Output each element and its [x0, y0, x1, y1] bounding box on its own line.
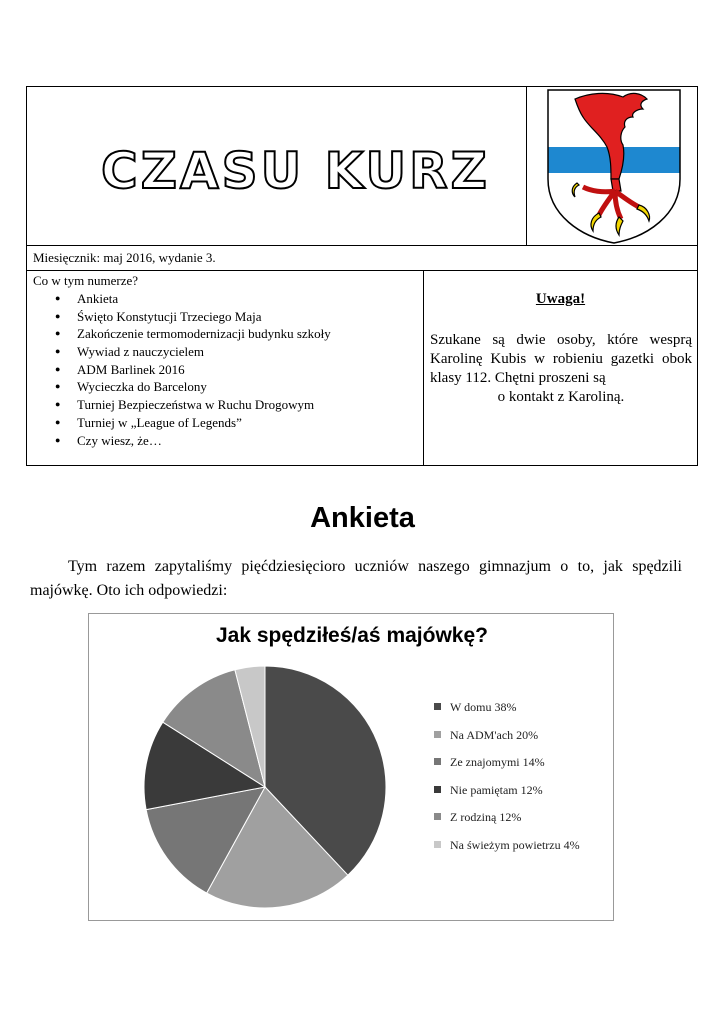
- toc-item: ● Czy wiesz, że…: [51, 432, 331, 450]
- chart-title: Jak spędziłeś/aś majówkę?: [216, 624, 488, 647]
- masthead-table: [26, 86, 698, 466]
- toc-item: ● ADM Barlinek 2016: [51, 361, 331, 379]
- notice-body: [430, 331, 692, 407]
- pie-chart: [88, 613, 614, 921]
- legend-label: Ze znajomymi 14%: [450, 755, 545, 770]
- notice-text: Szukane są dwie osoby, które wesprą Karolinę Kubis w robieniu gazetki obok klasy 112. Chętni proszeni są: [430, 332, 692, 386]
- article-intro: Tym razem zapytaliśmy pięćdziesięcioro uczniów naszego gimnazjum o to, jak spędzili majówkę. Oto ich odpowiedzi:: [30, 558, 682, 599]
- legend-item: [434, 783, 580, 811]
- legend-label: Nie pamiętam 12%: [450, 782, 543, 797]
- legend-label: W domu 38%: [450, 700, 517, 714]
- legend-item: [434, 700, 580, 728]
- legend-swatch: [434, 786, 441, 793]
- toc-item: ● Turniej Bezpieczeństwa w Ruchu Drogowym: [51, 396, 331, 414]
- legend-swatch: [434, 813, 441, 820]
- chart-legend: [434, 700, 580, 866]
- legend-label: Na ADM'ach 20%: [450, 727, 539, 742]
- newsletter-title: CZASU KURZ: [101, 142, 490, 200]
- legend-swatch: [434, 731, 441, 738]
- legend-swatch: [434, 758, 441, 765]
- notice-title: Uwaga!: [535, 291, 586, 307]
- toc-item: ● Ankieta: [51, 290, 331, 308]
- toc-item: ● Turniej w „League of Legends”: [51, 414, 331, 432]
- notice-box: [424, 271, 697, 465]
- legend-swatch: [434, 841, 441, 848]
- toc-item: ● Zakończenie termomodernizacji budynku szkoły: [51, 325, 331, 343]
- legend-item: [434, 728, 580, 756]
- table-of-contents: [27, 271, 424, 465]
- issue-row: [27, 246, 697, 271]
- toc-list: [51, 290, 331, 449]
- coat-of-arms-icon: [527, 87, 697, 245]
- issue-info: Miesięcznik: maj 2016, wydanie 3.: [33, 250, 216, 265]
- toc-item: ● Święto Konstytucji Trzeciego Maja: [51, 308, 331, 326]
- crest-cell: [527, 87, 697, 245]
- article-title: Ankieta: [310, 502, 415, 534]
- masthead-row: [27, 87, 697, 246]
- legend-label: Z rodziną 12%: [450, 810, 522, 825]
- title-cell: [27, 87, 527, 245]
- toc-item: ● Wycieczka do Barcelony: [51, 378, 331, 396]
- toc-heading: Co w tym numerze?: [33, 273, 139, 288]
- contents-row: [27, 271, 697, 467]
- toc-item: ● Wywiad z nauczycielem: [51, 343, 331, 361]
- notice-text-last: o kontakt z Karoliną.: [497, 389, 625, 405]
- legend-item: [434, 810, 580, 838]
- legend-label: Na świeżym powietrzu 4%: [450, 837, 580, 852]
- legend-item: [434, 838, 580, 866]
- legend-swatch: [434, 703, 441, 710]
- legend-item: [434, 755, 580, 783]
